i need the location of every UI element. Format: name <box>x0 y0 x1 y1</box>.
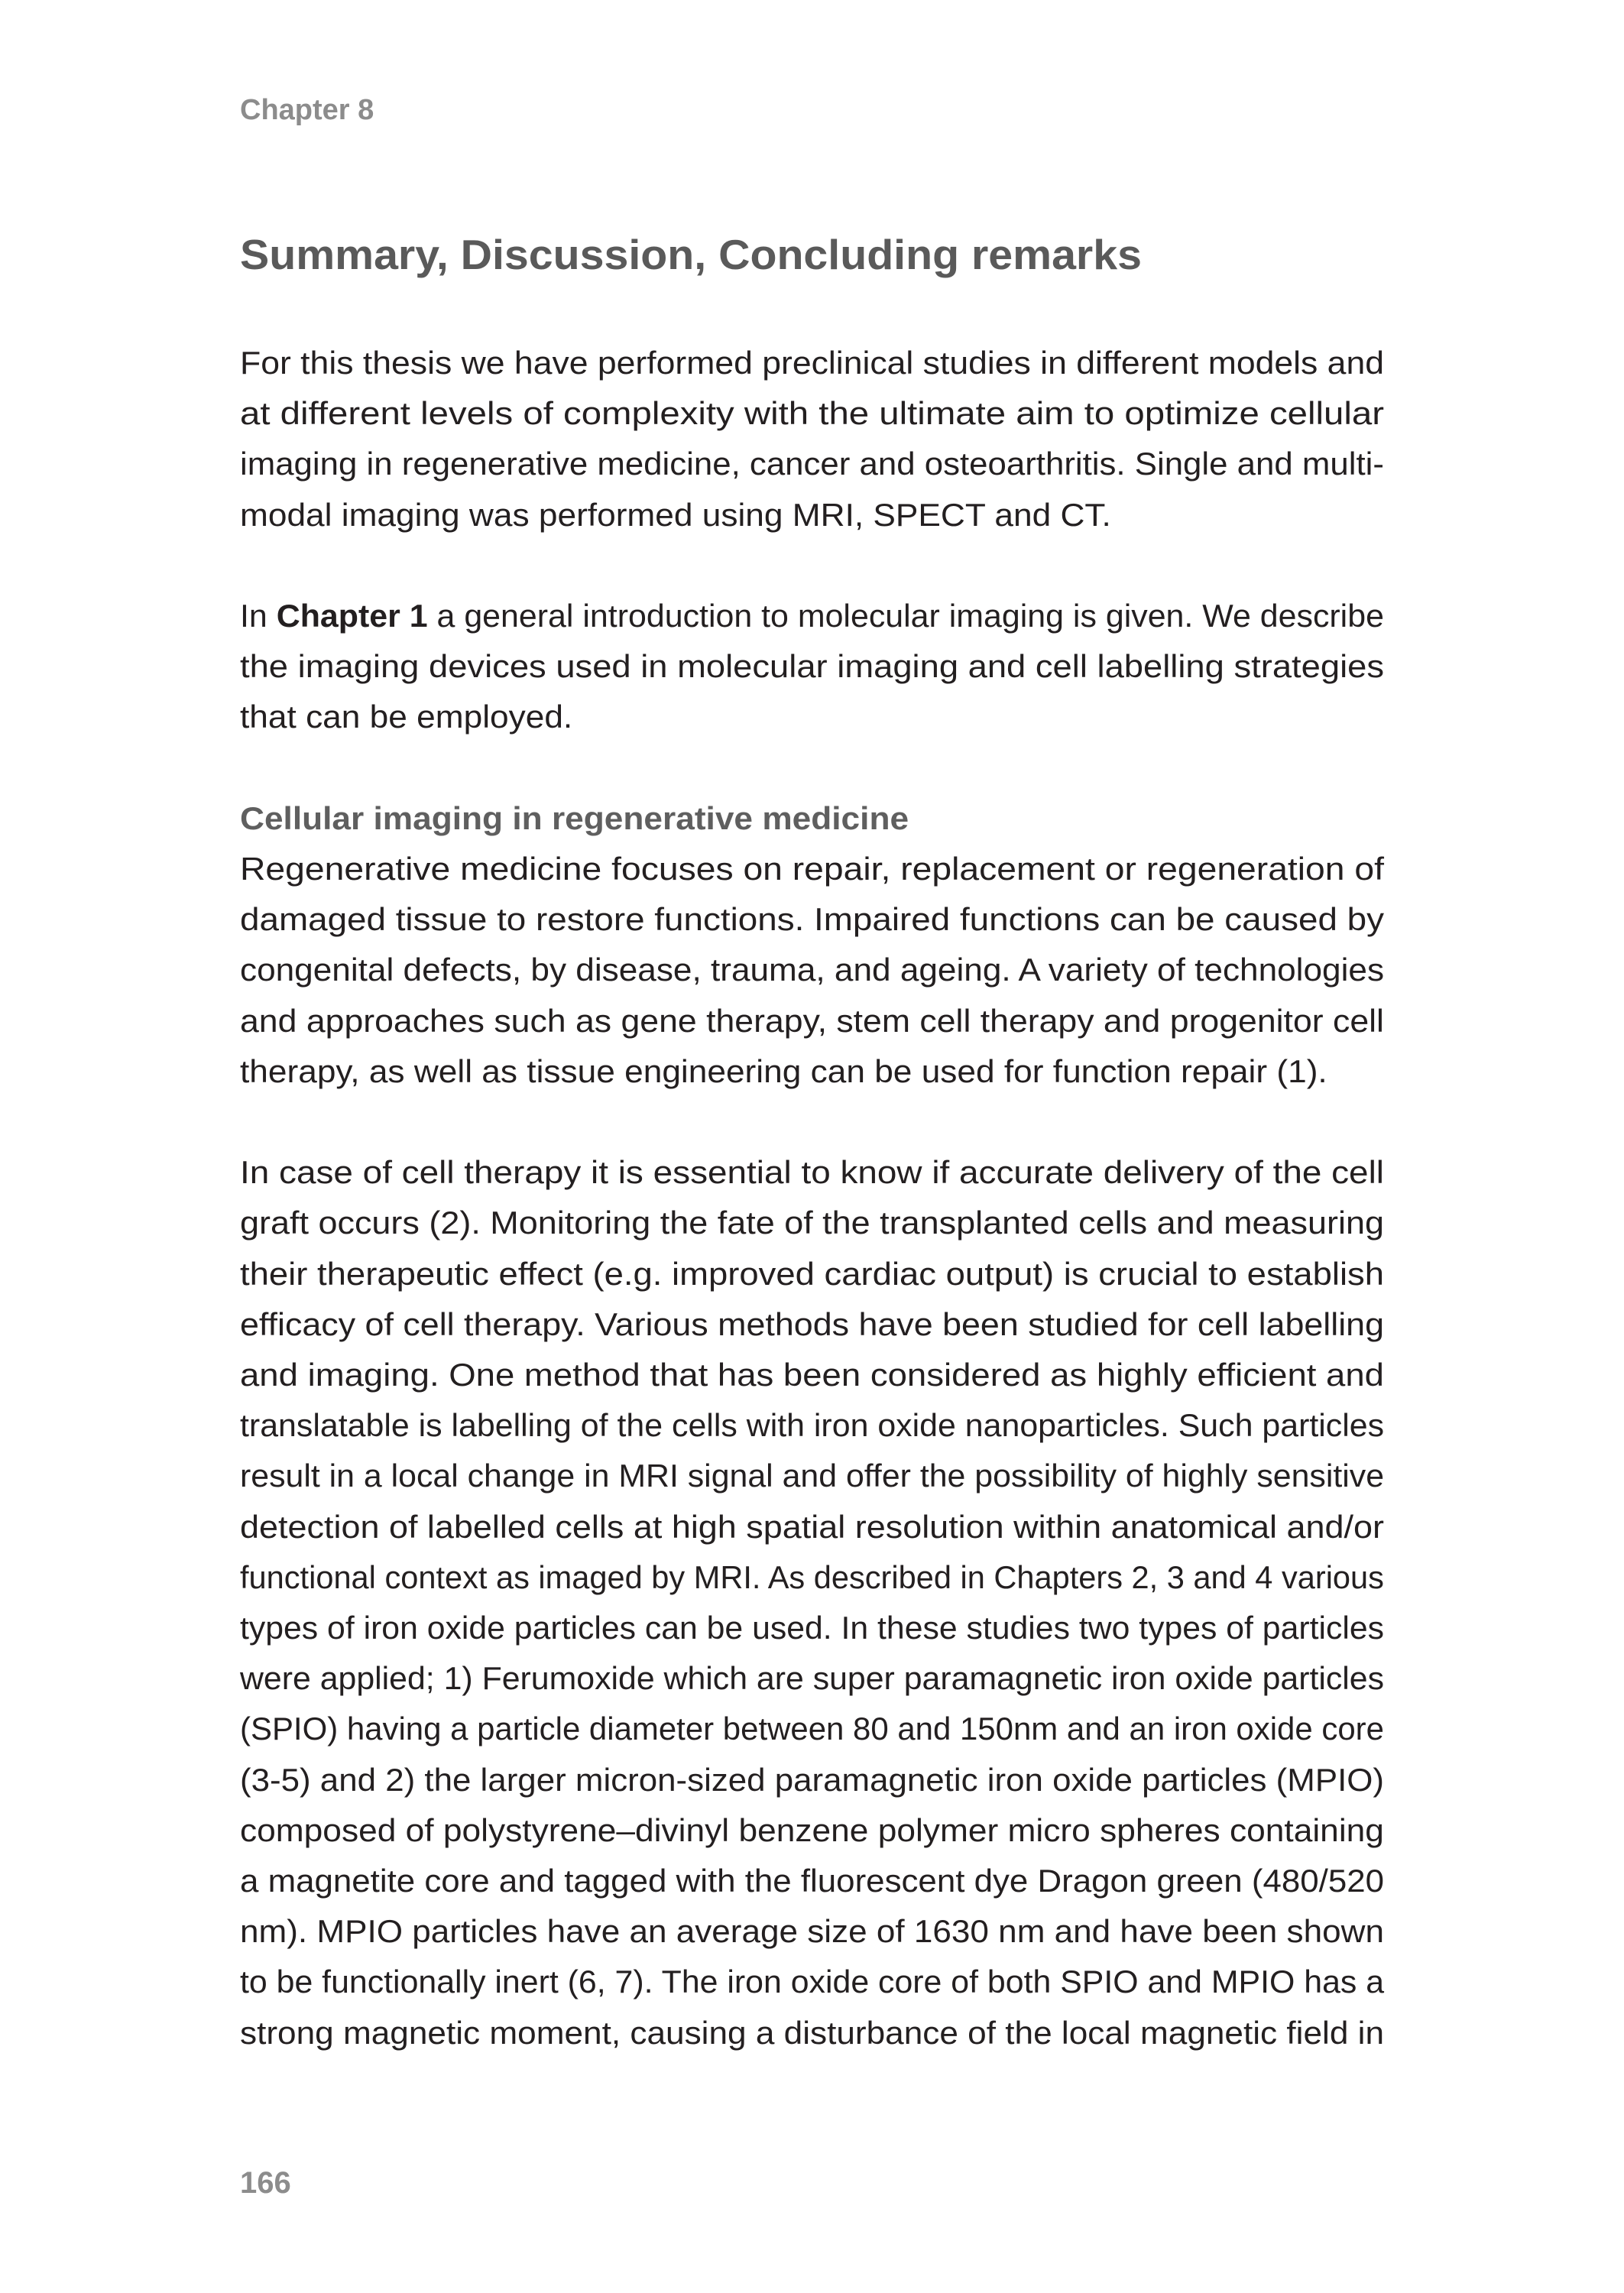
line-text: strong magnetic moment, causing a disturbance of the local magnetic field in <box>240 2014 1385 2051</box>
line-text: In case of cell therapy it is essential to know if accurate delivery of the cell <box>240 1154 1384 1191</box>
page-number: 166 <box>240 2166 291 2200</box>
line-text: Regenerative medicine focuses on repair, replacement or regeneration of <box>240 851 1384 887</box>
line-text: a general introduction to molecular imaging is given. We describe <box>427 598 1384 634</box>
paragraph-line <box>240 1862 1384 1912</box>
line-text: imaging in regenerative medicine, cancer and osteoarthritis. Single and multi- <box>240 446 1384 482</box>
paragraph-line <box>240 394 1384 445</box>
line-text: a magnetite core and tagged with the fluorescent dye Dragon green (480/520 <box>240 1863 1384 1899</box>
line-text: their therapeutic effect (e.g. improved cardiac output) is crucial to establish <box>240 1255 1385 1292</box>
line-text: nm). MPIO particles have an average size of 1630 nm and have been shown <box>240 1913 1384 1950</box>
paragraph-line <box>240 1002 1384 1052</box>
paragraph-line <box>240 1811 1384 1862</box>
paragraph-line <box>240 1406 1384 1457</box>
paragraph-line <box>240 1153 1384 1204</box>
subheading-text: Cellular imaging in regenerative medicine <box>240 799 909 836</box>
paragraph-line <box>240 1052 1384 1103</box>
paragraph-line <box>240 1204 1384 1254</box>
line-text: damaged tissue to restore functions. Impaired functions can be caused by <box>240 901 1385 938</box>
paragraph-line <box>240 1508 1384 1558</box>
page-title: Summary, Discussion, Concluding remarks <box>240 231 1142 278</box>
paragraph-line <box>240 1710 1384 1760</box>
paragraph-line <box>240 1255 1384 1305</box>
paragraph-line <box>240 597 1384 647</box>
paragraph-line <box>240 496 1384 546</box>
line-text: were applied; 1) Ferumoxide which are super paramagnetic iron oxide particles <box>240 1660 1385 1697</box>
line-text: functional context as imaged by MRI. As described in Chapters 2, 3 and 4 various <box>240 1558 1384 1595</box>
line-text: to be functionally inert (6, 7). The iron oxide core of both SPIO and MPIO has a <box>240 1964 1385 2000</box>
paragraph-line <box>240 1305 1384 1356</box>
section-subheading <box>240 799 1384 850</box>
paragraph-line <box>240 1457 1384 1507</box>
paragraph-line <box>240 951 1384 1001</box>
paragraph-line <box>240 647 1384 698</box>
paragraph-line <box>240 850 1384 900</box>
line-text: that can be employed. <box>240 699 573 735</box>
line-text: therapy, as well as tissue engineering can be used for function repair (1). <box>240 1052 1327 1089</box>
paragraph-line <box>240 1609 1384 1659</box>
paragraph-line <box>240 2014 1384 2064</box>
line-text: For this thesis we have performed preclinical studies in different models and <box>240 345 1384 381</box>
line-text: types of iron oxide particles can be used. In these studies two types of particles <box>240 1610 1384 1646</box>
paragraph-line <box>240 445 1384 495</box>
line-text: and approaches such as gene therapy, stem cell therapy and progenitor cell <box>240 1002 1384 1039</box>
line-text: congenital defects, by disease, trauma, and ageing. A variety of technologies <box>240 952 1385 988</box>
line-text: (3-5) and 2) the larger micron-sized paramagnetic iron oxide particles (MPIO) <box>240 1761 1385 1798</box>
paragraph-line <box>240 1356 1384 1406</box>
paragraph-line <box>240 698 1384 748</box>
paragraph-line <box>240 1558 1384 1609</box>
line-text: graft occurs (2). Monitoring the fate of the transplanted cells and measuring <box>240 1205 1385 1241</box>
lead-text: In <box>240 598 277 634</box>
line-text: efficacy of cell therapy. Various methods have been studied for cell labelling <box>240 1305 1385 1342</box>
line-text: and imaging. One method that has been considered as highly efficient and <box>240 1357 1384 1393</box>
line-text: at different levels of complexity with the ultimate aim to optimize cellular <box>240 395 1385 432</box>
paragraph-line <box>240 1659 1384 1710</box>
paragraph-line <box>240 344 1384 394</box>
paragraph-line <box>240 1761 1384 1811</box>
line-text: detection of labelled cells at high spatial resolution within anatomical and/or <box>240 1508 1384 1545</box>
paragraph-line <box>240 900 1384 951</box>
line-text: composed of polystyrene–divinyl benzene polymer micro spheres containing <box>240 1811 1384 1848</box>
line-text: translatable is labelling of the cells with iron oxide nanoparticles. Such particles <box>240 1407 1385 1444</box>
paragraph-line <box>240 1963 1384 2013</box>
paragraph-line <box>240 1912 1384 1963</box>
line-text: modal imaging was performed using MRI, SPECT and CT. <box>240 496 1111 533</box>
line-text: the imaging devices used in molecular imaging and cell labelling strategies <box>240 648 1385 685</box>
line-text: result in a local change in MRI signal and offer the possibility of highly sensitive <box>240 1458 1385 1494</box>
line-text: (SPIO) having a particle diameter between 80 and 150nm and an iron oxide core <box>240 1711 1384 1747</box>
running-head: Chapter 8 <box>240 94 374 126</box>
chapter-reference: Chapter 1 <box>276 598 428 634</box>
